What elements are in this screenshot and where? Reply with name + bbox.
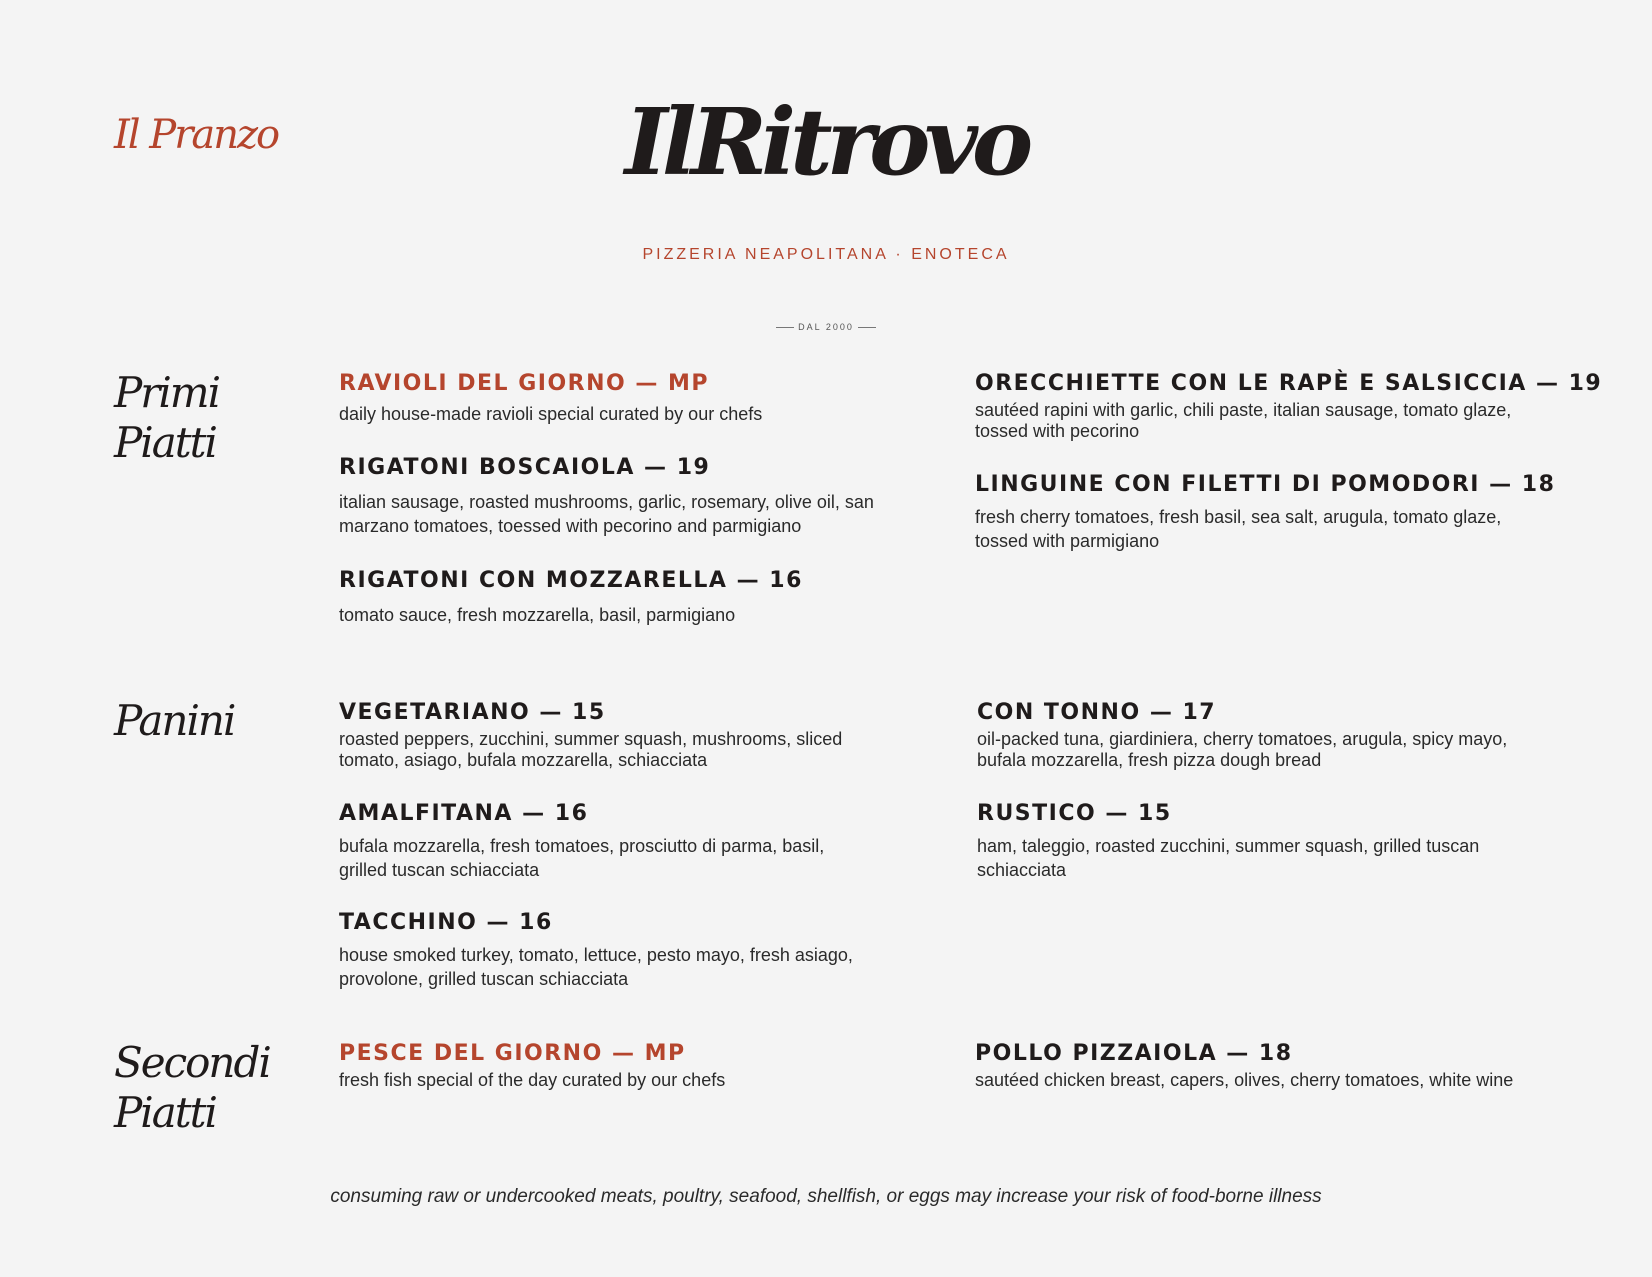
- section-title-line: Piatti: [114, 1088, 216, 1137]
- menu-item: [339, 370, 879, 426]
- item-description: fresh fish special of the day curated by our chefs: [339, 1070, 726, 1090]
- menu-item: [339, 909, 859, 991]
- section-title-line: Panini: [114, 696, 235, 745]
- item-description: italian sausage, roasted mushrooms, garlic, rosemary, olive oil, san marzano tomatoes, toessed with pecorino and parmigiano: [339, 492, 874, 536]
- established-line: [700, 322, 952, 332]
- item-description: house smoked turkey, tomato, lettuce, pesto mayo, fresh asiago, provolone, grilled tuscan schiacciata: [339, 945, 853, 989]
- section-title-primi-piatti: [114, 368, 294, 468]
- menu-item: [977, 800, 1517, 882]
- restaurant-logo: IlRitrovo: [624, 88, 1028, 196]
- section-title-panini: [114, 696, 294, 746]
- menu-item: [339, 800, 859, 882]
- menu-item: [977, 699, 1517, 771]
- menu-item: [975, 1040, 1515, 1091]
- section-title-line: Primi: [114, 368, 220, 417]
- item-name: TACCHINO — 16: [339, 910, 553, 935]
- item-name: VEGETARIANO — 15: [339, 700, 606, 725]
- section-title-secondi-piatti: [114, 1038, 294, 1138]
- tagline: PIZZERIA NEAPOLITANA · ENOTECA: [642, 246, 1010, 263]
- section-title-line: Secondi: [114, 1038, 270, 1087]
- item-name: RAVIOLI DEL GIORNO — MP: [339, 371, 710, 396]
- item-name: RIGATONI BOSCAIOLA — 19: [339, 455, 711, 480]
- menu-item: [339, 454, 879, 538]
- menu-item: [975, 471, 1556, 553]
- menu-item: [975, 370, 1603, 442]
- rule-left: [776, 327, 794, 328]
- item-name: RIGATONI CON MOZZARELLA — 16: [339, 568, 803, 593]
- item-name: POLLO PIZZAIOLA — 18: [975, 1041, 1293, 1066]
- item-description: oil-packed tuna, giardiniera, cherry tomatoes, arugula, spicy mayo, bufala mozzarella, fresh pizza dough bread: [977, 729, 1508, 770]
- item-description: fresh cherry tomatoes, fresh basil, sea salt, arugula, tomato glaze, tossed with parmigiano: [975, 507, 1502, 551]
- item-name: AMALFITANA — 16: [339, 801, 589, 826]
- item-description: tomato sauce, fresh mozzarella, basil, parmigiano: [339, 605, 736, 625]
- item-description: bufala mozzarella, fresh tomatoes, prosciutto di parma, basil, grilled tuscan schiacciata: [339, 836, 825, 880]
- section-title-line: Piatti: [114, 418, 216, 467]
- food-safety-disclaimer: consuming raw or undercooked meats, poultry, seafood, shellfish, or eggs may increase your risk of food-borne illness: [330, 1186, 1322, 1207]
- item-name: RUSTICO — 15: [977, 801, 1172, 826]
- rule-right: [858, 327, 876, 328]
- item-description: sautéed rapini with garlic, chili paste, italian sausage, tomato glaze, tossed with pecorino: [975, 400, 1512, 441]
- menu-item: [339, 699, 859, 771]
- page-label: Il Pranzo: [114, 112, 279, 158]
- item-description: sautéed chicken breast, capers, olives, cherry tomatoes, white wine: [975, 1070, 1514, 1090]
- item-name: PESCE DEL GIORNO — MP: [339, 1041, 686, 1066]
- item-description: roasted peppers, zucchini, summer squash, mushrooms, sliced tomato, asiago, bufala mozzarella, schiacciata: [339, 729, 843, 770]
- menu-item: [339, 1040, 879, 1091]
- item-name: CON TONNO — 17: [977, 700, 1217, 725]
- item-description: daily house-made ravioli special curated by our chefs: [339, 404, 763, 424]
- item-name: LINGUINE CON FILETTI DI POMODORI — 18: [975, 472, 1556, 497]
- menu-item: [339, 567, 879, 627]
- item-name: ORECCHIETTE CON LE RAPÈ E SALSICCIA — 19: [975, 371, 1603, 396]
- item-description: ham, taleggio, roasted zucchini, summer squash, grilled tuscan schiacciata: [977, 836, 1480, 880]
- established-text: DAL 2000: [798, 322, 854, 332]
